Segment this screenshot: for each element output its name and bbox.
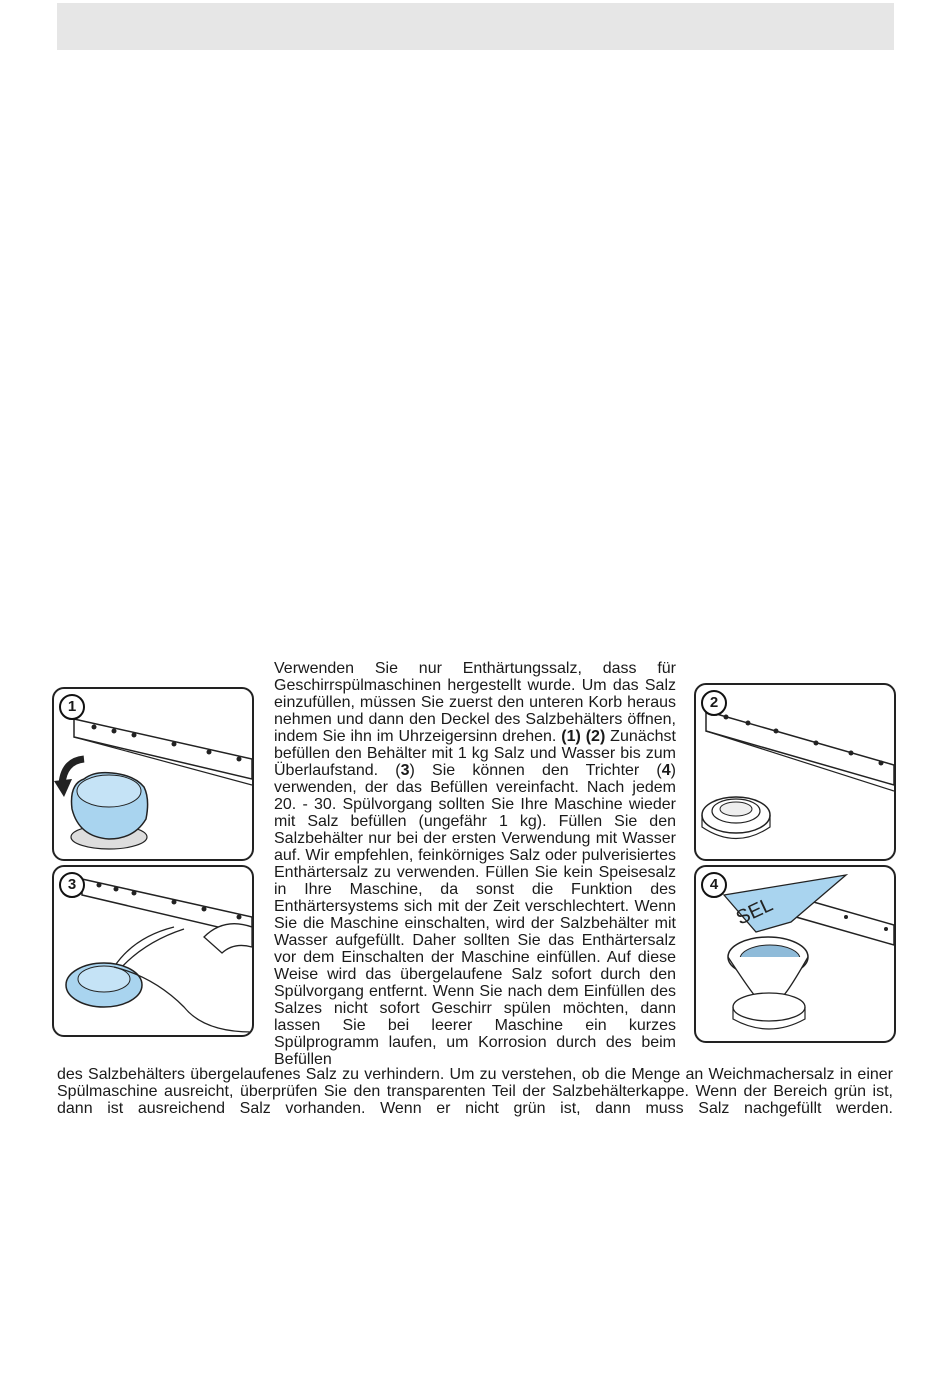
salt-cap-illustration — [54, 689, 252, 859]
figure-1-open-salt-cap — [52, 687, 254, 861]
figure-4-funnel-fill-salt — [694, 865, 896, 1043]
ref-figure-1: (1) — [561, 728, 581, 745]
figure-2-salt-container-open — [694, 683, 896, 861]
figure-number-badge: 3 — [59, 872, 85, 898]
salt-container-illustration — [696, 685, 894, 859]
text-salt-level-check: des Salzbehälters übergelaufenes Salz zu verhindern. Um zu verstehen, ob die Menge an Weichmachersalz in einer Spülmaschine ausreicht, überprüfen Sie den transparenten Teil der Salzbehälterkappe. Wenn der Bereich grün ist, dann ist ausreichend Salz vorhanden. Wenn er nicht grün ist, dann muss Salz nachgefüllt werden. — [57, 1066, 893, 1117]
sel-bag-label: SEL — [732, 893, 777, 930]
figure-number-badge: 1 — [59, 694, 85, 720]
text-funnel: ) Sie können den Trichter ( — [409, 762, 662, 779]
text-intro: Verwenden Sie nur Enthärtungssalz, dass für Geschirrspülmaschinen hergestellt wurde. Um das Salz einzufüllen, müssen Sie zuerst den unteren Korb heraus nehmen und dann den Deckel des Salzbehälters öffnen, indem Sie ihn im Uhrzeigersinn drehen. — [274, 660, 676, 745]
text-refill-details: ) verwenden, der das Befüllen vereinfacht. Nach jedem 20. - 30. Spülvorgang sollten Sie Ihre Maschine wieder mit Salz befüllen (ungefähr 1 kg). Füllen Sie den Salzbehälter nur bei der ersten Verwendung mit Wasser auf. Wir empfehlen, feinkörniges Salz oder pulverisiertes Enthärtersalz zu verwenden. Füllen Sie kein Speisesalz in Ihre Maschine, da sonst die Funktion des Enthärtersystems sich mit der Zeit verschlechtert. Wenn Sie die Maschine einschalten, wird der Salzbehälter mit Wasser aufgefüllt. Daher sollten Sie das Enthärtersalz vor dem Einschalten der Maschine einfüllen. Auf diese Weise wird das übergelaufene Salz sofort durch den Spülvorgang entfernt. Wenn Sie nach dem Einfüllen des Salzes nicht sofort Geschirr spülen möchten, dann lassen Sie bei leerer Maschine ein kurzes Spülprogramm laufen, um Korrosion durch des beim Befüllen — [274, 762, 676, 1068]
figure-3-fill-water — [52, 865, 254, 1037]
page-header-bar — [57, 3, 894, 50]
ref-figure-3: 3 — [400, 762, 410, 779]
figure-number-badge: 4 — [701, 872, 727, 898]
water-filling-illustration — [54, 867, 252, 1035]
text-fill-container: Zunächst befüllen den Behälter mit 1 kg Salz und Wasser bis zum Überlaufstand. ( — [274, 728, 676, 779]
ref-figure-2: (2) — [585, 728, 606, 745]
instructions-full-width-text — [57, 1066, 893, 1117]
ref-figure-4: 4 — [661, 762, 671, 779]
instructions-paragraph — [274, 660, 676, 1068]
funnel-illustration — [696, 867, 894, 1041]
instructions-column-text — [274, 660, 676, 1068]
figure-number-badge: 2 — [701, 690, 727, 716]
